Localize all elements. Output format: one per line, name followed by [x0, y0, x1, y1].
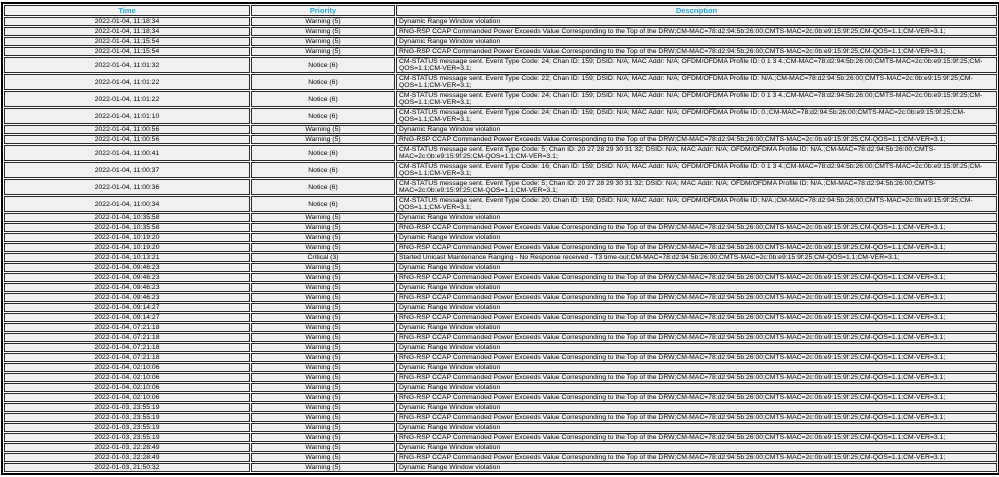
- table-row: [4, 57, 997, 73]
- event-time: 2022-01-04, 02:10:06: [4, 373, 250, 382]
- event-description: Dynamic Range Window violation: [396, 463, 997, 472]
- event-time: 2022-01-04, 02:10:06: [4, 393, 250, 402]
- event-description: CM-STATUS message sent. Event Type Code: 24; Chan ID: 159; DSID: N/A; MAC Addr: N/A; OFDM/OFDMA Profile ID: 0.;CM-MAC=78:d2:94:5b:26:00;CMTS-MAC=2c:0b:e9:15:9f:25;CM-QOS=1.1;CM-VER=3.1;: [396, 108, 997, 124]
- table-row: [4, 423, 997, 432]
- event-time: 2022-01-04, 11:01:32: [4, 57, 250, 73]
- event-description: Dynamic Range Window violation: [396, 213, 997, 222]
- event-description: RNG-RSP CCAP Commanded Power Exceeds Value Corresponding to the Top of the DRW;CM-MAC=78:d2:94:5b:26:00;CMTS-MAC=2c:0b:e9:15:9f:25;CM-QOS=1.1;CM-VER=3.1;: [396, 27, 997, 36]
- table-row: [4, 443, 997, 452]
- table-row: [4, 313, 997, 322]
- event-time: 2022-01-04, 07:21:18: [4, 333, 250, 342]
- event-description: CM-STATUS message sent. Event Type Code: 22; Chan ID: 159; DSID: N/A; MAC Addr: N/A; OFDM/OFDMA Profile ID: N/A.;CM-MAC=78:d2:94:5b:26:00;CMTS-MAC=2c:0b:e9:15:9f:25;CM-QOS=1.1;CM-VER=3.1;: [396, 74, 997, 90]
- event-description: Dynamic Range Window violation: [396, 17, 997, 26]
- event-priority: Warning (5): [251, 313, 395, 322]
- event-priority: Notice (6): [251, 108, 395, 124]
- event-priority: Warning (5): [251, 47, 395, 56]
- event-priority: Warning (5): [251, 363, 395, 372]
- event-time: 2022-01-04, 11:00:34: [4, 196, 250, 212]
- event-time: 2022-01-04, 07:21:18: [4, 323, 250, 332]
- table-row: [4, 179, 997, 195]
- table-row: [4, 293, 997, 302]
- event-description: Dynamic Range Window violation: [396, 125, 997, 134]
- event-time: 2022-01-04, 11:00:36: [4, 179, 250, 195]
- event-priority: Warning (5): [251, 213, 395, 222]
- event-time: 2022-01-03, 23:55:19: [4, 423, 250, 432]
- event-time: 2022-01-03, 21:50:32: [4, 463, 250, 472]
- column-header-time: Time: [4, 5, 250, 16]
- table-row: [4, 363, 997, 372]
- event-description: CM-STATUS message sent. Event Type Code: 24; Chan ID: 159; DSID: N/A; MAC Addr: N/A; OFDM/OFDMA Profile ID: 0 1 3 4.;CM-MAC=78:d2:94:5b:26:00;CMTS-MAC=2c:0b:e9:15:9f:25;CM-QOS=1.1;CM-VER=3.1;: [396, 91, 997, 107]
- event-priority: Notice (6): [251, 196, 395, 212]
- table-row: [4, 91, 997, 107]
- event-description: RNG-RSP CCAP Commanded Power Exceeds Value Corresponding to the Top of the DRW;CM-MAC=78:d2:94:5b:26:00;CMTS-MAC=2c:0b:e9:15:9f:25;CM-QOS=1.1;CM-VER=3.1;: [396, 433, 997, 442]
- event-description: RNG-RSP CCAP Commanded Power Exceeds Value Corresponding to the Top of the DRW;CM-MAC=78:d2:94:5b:26:00;CMTS-MAC=2c:0b:e9:15:9f:25;CM-QOS=1.1;CM-VER=3.1;: [396, 453, 997, 462]
- event-description: CM-STATUS message sent. Event Type Code: 24; Chan ID: 159; DSID: N/A; MAC Addr: N/A; OFDM/OFDMA Profile ID: 0 1 3 4.;CM-MAC=78:d2:94:5b:26:00;CMTS-MAC=2c:0b:e9:15:9f:25;CM-QOS=1.1;CM-VER=3.1;: [396, 57, 997, 73]
- table-row: [4, 393, 997, 402]
- event-time: 2022-01-03, 22:28:49: [4, 453, 250, 462]
- event-time: 2022-01-04, 11:00:37: [4, 162, 250, 178]
- event-time: 2022-01-04, 10:35:58: [4, 223, 250, 232]
- event-priority: Warning (5): [251, 283, 395, 292]
- event-description: Dynamic Range Window violation: [396, 283, 997, 292]
- event-description: CM-STATUS message sent. Event Type Code: 16; Chan ID: 159; DSID: N/A; MAC Addr: N/A; OFDM/OFDMA Profile ID: 0 1 3 4.;CM-MAC=78:d2:94:5b:26:00;CMTS-MAC=2c:0b:e9:15:9f:25;CM-QOS=1.1;CM-VER=3.1;: [396, 162, 997, 178]
- event-priority: Notice (6): [251, 91, 395, 107]
- event-priority: Warning (5): [251, 383, 395, 392]
- event-description: CM-STATUS message sent. Event Type Code: 5; Chan ID: 20 27 28 29 30 31 32; DSID: N/A; MAC Addr: N/A; OFDM/OFDMA Profile ID: N/A.;CM-MAC=78:d2:94:5b:26:00;CMTS-MAC=2c:0b:e9:15:9f:25;CM-QOS=1.1;CM-VER=3.1;: [396, 145, 997, 161]
- event-priority: Warning (5): [251, 403, 395, 412]
- event-description: Dynamic Range Window violation: [396, 343, 997, 352]
- event-priority: Warning (5): [251, 343, 395, 352]
- event-time: 2022-01-04, 09:14:27: [4, 303, 250, 312]
- event-description: RNG-RSP CCAP Commanded Power Exceeds Value Corresponding to the Top of the DRW;CM-MAC=78:d2:94:5b:26:00;CMTS-MAC=2c:0b:e9:15:9f:25;CM-QOS=1.1;CM-VER=3.1;: [396, 393, 997, 402]
- table-row: [4, 145, 997, 161]
- table-row: [4, 213, 997, 222]
- event-time: 2022-01-04, 11:01:22: [4, 91, 250, 107]
- event-description: Started Unicast Maintenance Ranging - No Response received - T3 time-out;CM-MAC=78:d2:94:5b:26:00;CMTS-MAC=2c:0b:e9:15:9f:25;CM-QOS=1.1;CM-VER=3.1;: [396, 253, 997, 262]
- table-row: [4, 353, 997, 362]
- table-row: [4, 283, 997, 292]
- event-priority: Warning (5): [251, 135, 395, 144]
- event-time: 2022-01-03, 23:55:19: [4, 413, 250, 422]
- event-priority: Notice (6): [251, 57, 395, 73]
- event-priority: Warning (5): [251, 433, 395, 442]
- table-row: [4, 162, 997, 178]
- event-priority: Warning (5): [251, 273, 395, 282]
- event-priority: Warning (5): [251, 393, 395, 402]
- event-priority: Notice (6): [251, 145, 395, 161]
- event-description: Dynamic Range Window violation: [396, 403, 997, 412]
- event-description: Dynamic Range Window violation: [396, 303, 997, 312]
- event-description: RNG-RSP CCAP Commanded Power Exceeds Value Corresponding to the Top of the DRW;CM-MAC=78:d2:94:5b:26:00;CMTS-MAC=2c:0b:e9:15:9f:25;CM-QOS=1.1;CM-VER=3.1;: [396, 273, 997, 282]
- event-time: 2022-01-04, 09:46:23: [4, 263, 250, 272]
- event-time: 2022-01-04, 09:46:23: [4, 293, 250, 302]
- event-time: 2022-01-04, 02:10:06: [4, 383, 250, 392]
- event-log-table: [1, 2, 999, 475]
- table-row: [4, 196, 997, 212]
- table-row: [4, 27, 997, 36]
- event-description: Dynamic Range Window violation: [396, 263, 997, 272]
- event-description: Dynamic Range Window violation: [396, 323, 997, 332]
- event-time: 2022-01-04, 07:21:18: [4, 343, 250, 352]
- table-row: [4, 125, 997, 134]
- event-time: 2022-01-04, 11:00:41: [4, 145, 250, 161]
- event-description: RNG-RSP CCAP Commanded Power Exceeds Value Corresponding to the Top of the DRW;CM-MAC=78:d2:94:5b:26:00;CMTS-MAC=2c:0b:e9:15:9f:25;CM-QOS=1.1;CM-VER=3.1;: [396, 47, 997, 56]
- event-description: RNG-RSP CCAP Commanded Power Exceeds Value Corresponding to the Top of the DRW;CM-MAC=78:d2:94:5b:26:00;CMTS-MAC=2c:0b:e9:15:9f:25;CM-QOS=1.1;CM-VER=3.1;: [396, 373, 997, 382]
- event-description: CM-STATUS message sent. Event Type Code: 5; Chan ID: 20 27 28 29 30 31 32; DSID: N/A; MAC Addr: N/A; OFDM/OFDMA Profile ID: N/A.;CM-MAC=78:d2:94:5b:26:00;CMTS-MAC=2c:0b:e9:15:9f:25;CM-QOS=1.1;CM-VER=3.1;: [396, 179, 997, 195]
- event-priority: Warning (5): [251, 373, 395, 382]
- event-priority: Warning (5): [251, 323, 395, 332]
- table-row: [4, 74, 997, 90]
- table-row: [4, 243, 997, 252]
- event-priority: Notice (6): [251, 179, 395, 195]
- column-header-description: Description: [396, 5, 997, 16]
- event-description: CM-STATUS message sent. Event Type Code: 20; Chan ID: 159; DSID: N/A; MAC Addr: N/A; OFDM/OFDMA Profile ID: N/A.;CM-MAC=78:d2:94:5b:26:00;CMTS-MAC=2c:0b:e9:15:9f:25;CM-QOS=1.1;CM-VER=3.1;: [396, 196, 997, 212]
- event-time: 2022-01-04, 09:46:23: [4, 273, 250, 282]
- event-time: 2022-01-03, 23:55:19: [4, 433, 250, 442]
- table-row: [4, 233, 997, 242]
- event-description: Dynamic Range Window violation: [396, 443, 997, 452]
- event-time: 2022-01-04, 07:21:18: [4, 353, 250, 362]
- event-time: 2022-01-04, 10:13:21: [4, 253, 250, 262]
- event-time: 2022-01-04, 11:15:54: [4, 47, 250, 56]
- table-row: [4, 47, 997, 56]
- table-row: [4, 37, 997, 46]
- event-priority: Warning (5): [251, 293, 395, 302]
- event-description: RNG-RSP CCAP Commanded Power Exceeds Value Corresponding to the Top of the DRW;CM-MAC=78:d2:94:5b:26:00;CMTS-MAC=2c:0b:e9:15:9f:25;CM-QOS=1.1;CM-VER=3.1;: [396, 243, 997, 252]
- event-description: Dynamic Range Window violation: [396, 233, 997, 242]
- event-priority: Warning (5): [251, 453, 395, 462]
- event-priority: Notice (6): [251, 74, 395, 90]
- event-description: Dynamic Range Window violation: [396, 37, 997, 46]
- event-description: RNG-RSP CCAP Commanded Power Exceeds Value Corresponding to the Top of the DRW;CM-MAC=78:d2:94:5b:26:00;CMTS-MAC=2c:0b:e9:15:9f:25;CM-QOS=1.1;CM-VER=3.1;: [396, 413, 997, 422]
- event-time: 2022-01-04, 11:01:10: [4, 108, 250, 124]
- event-priority: Warning (5): [251, 333, 395, 342]
- event-time: 2022-01-03, 23:55:19: [4, 403, 250, 412]
- event-time: 2022-01-04, 11:01:22: [4, 74, 250, 90]
- table-header-row: [4, 5, 997, 16]
- event-description: Dynamic Range Window violation: [396, 383, 997, 392]
- table-row: [4, 463, 997, 472]
- event-time: 2022-01-04, 11:00:56: [4, 135, 250, 144]
- event-description: RNG-RSP CCAP Commanded Power Exceeds Value Corresponding to the Top of the DRW;CM-MAC=78:d2:94:5b:26:00;CMTS-MAC=2c:0b:e9:15:9f:25;CM-QOS=1.1;CM-VER=3.1;: [396, 313, 997, 322]
- table-row: [4, 108, 997, 124]
- event-description: RNG-RSP CCAP Commanded Power Exceeds Value Corresponding to the Top of the DRW;CM-MAC=78:d2:94:5b:26:00;CMTS-MAC=2c:0b:e9:15:9f:25;CM-QOS=1.1;CM-VER=3.1;: [396, 353, 997, 362]
- table-row: [4, 413, 997, 422]
- event-time: 2022-01-04, 09:14:27: [4, 313, 250, 322]
- event-priority: Warning (5): [251, 263, 395, 272]
- event-priority: Notice (6): [251, 162, 395, 178]
- table-row: [4, 333, 997, 342]
- event-time: 2022-01-04, 10:35:58: [4, 213, 250, 222]
- event-time: 2022-01-04, 10:19:20: [4, 243, 250, 252]
- event-time: 2022-01-04, 11:15:54: [4, 37, 250, 46]
- table-row: [4, 135, 997, 144]
- table-row: [4, 263, 997, 272]
- table-row: [4, 323, 997, 332]
- event-description: RNG-RSP CCAP Commanded Power Exceeds Value Corresponding to the Top of the DRW;CM-MAC=78:d2:94:5b:26:00;CMTS-MAC=2c:0b:e9:15:9f:25;CM-QOS=1.1;CM-VER=3.1;: [396, 333, 997, 342]
- event-priority: Warning (5): [251, 37, 395, 46]
- event-priority: Warning (5): [251, 303, 395, 312]
- event-time: 2022-01-03, 22:28:49: [4, 443, 250, 452]
- table-row: [4, 453, 997, 462]
- event-time: 2022-01-04, 11:00:56: [4, 125, 250, 134]
- table-row: [4, 17, 997, 26]
- event-time: 2022-01-04, 02:10:06: [4, 363, 250, 372]
- event-priority: Warning (5): [251, 423, 395, 432]
- event-priority: Warning (5): [251, 243, 395, 252]
- event-description: Dynamic Range Window violation: [396, 423, 997, 432]
- event-priority: Critical (3): [251, 253, 395, 262]
- event-description: RNG-RSP CCAP Commanded Power Exceeds Value Corresponding to the Top of the DRW;CM-MAC=78:d2:94:5b:26:00;CMTS-MAC=2c:0b:e9:15:9f:25;CM-QOS=1.1;CM-VER=3.1;: [396, 223, 997, 232]
- table-row: [4, 403, 997, 412]
- event-priority: Warning (5): [251, 413, 395, 422]
- event-priority: Warning (5): [251, 17, 395, 26]
- event-description: Dynamic Range Window violation: [396, 363, 997, 372]
- event-priority: Warning (5): [251, 233, 395, 242]
- event-time: 2022-01-04, 09:46:23: [4, 283, 250, 292]
- event-priority: Warning (5): [251, 125, 395, 134]
- event-time: 2022-01-04, 11:18:34: [4, 17, 250, 26]
- table-row: [4, 223, 997, 232]
- event-priority: Warning (5): [251, 463, 395, 472]
- event-priority: Warning (5): [251, 353, 395, 362]
- event-priority: Warning (5): [251, 27, 395, 36]
- event-description: RNG-RSP CCAP Commanded Power Exceeds Value Corresponding to the Top of the DRW;CM-MAC=78:d2:94:5b:26:00;CMTS-MAC=2c:0b:e9:15:9f:25;CM-QOS=1.1;CM-VER=3.1;: [396, 293, 997, 302]
- table-row: [4, 253, 997, 262]
- event-time: 2022-01-04, 11:18:34: [4, 27, 250, 36]
- column-header-priority: Priority: [251, 5, 395, 16]
- table-row: [4, 303, 997, 312]
- event-priority: Warning (5): [251, 443, 395, 452]
- table-row: [4, 273, 997, 282]
- table-row: [4, 343, 997, 352]
- event-priority: Warning (5): [251, 223, 395, 232]
- table-row: [4, 383, 997, 392]
- table-row: [4, 373, 997, 382]
- event-description: RNG-RSP CCAP Commanded Power Exceeds Value Corresponding to the Top of the DRW;CM-MAC=78:d2:94:5b:26:00;CMTS-MAC=2c:0b:e9:15:9f:25;CM-QOS=1.1;CM-VER=3.1;: [396, 135, 997, 144]
- event-time: 2022-01-04, 10:19:20: [4, 233, 250, 242]
